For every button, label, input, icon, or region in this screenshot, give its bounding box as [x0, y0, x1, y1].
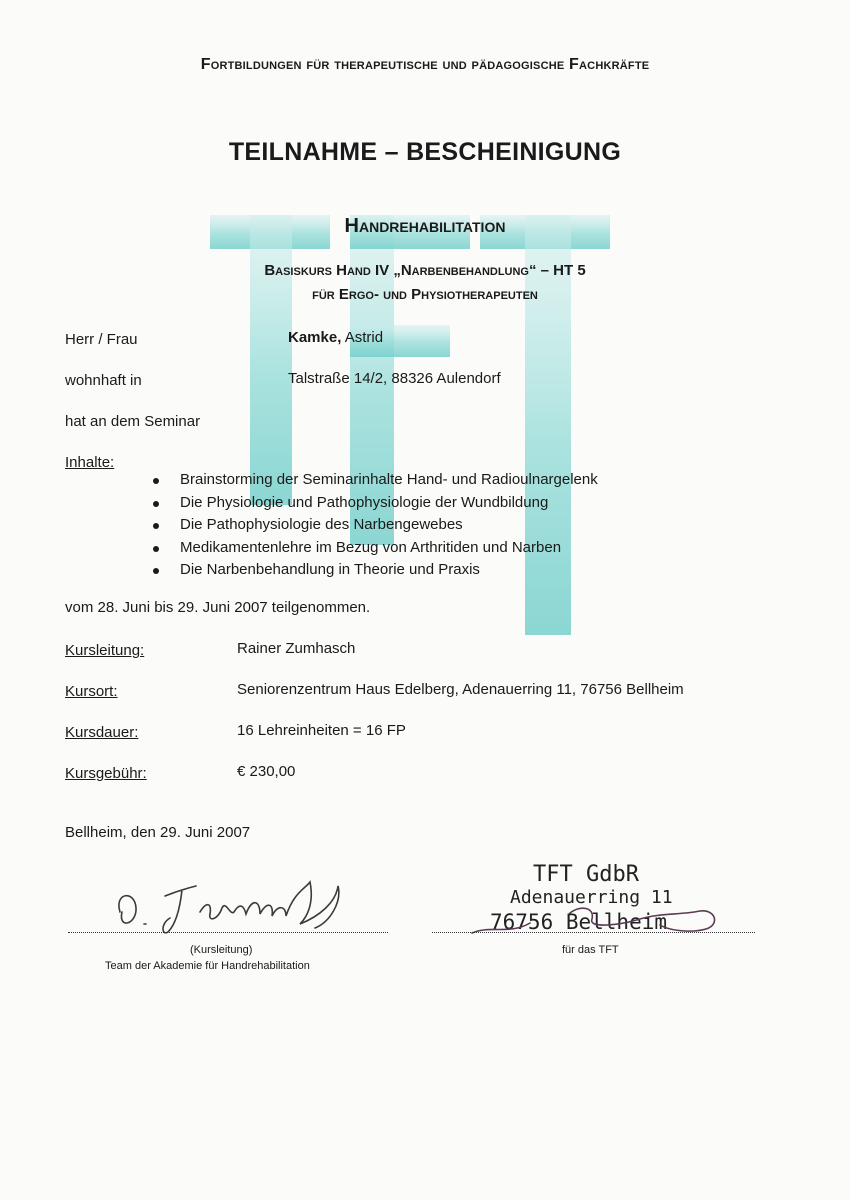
leader-role: (Kursleitung): [190, 944, 253, 956]
document-title: TEILNAHME – BESCHEINIGUNG: [228, 138, 622, 166]
leader-label: Kursleitung:: [65, 642, 145, 659]
participant-last-name: Kamke,: [288, 329, 342, 346]
list-item: Die Physiologie und Pathophysiologie der Wundbildung: [150, 493, 598, 516]
stamp-line-1: TFT GdbR: [533, 862, 639, 887]
participant-name: [288, 329, 383, 346]
list-item: Die Pathophysiologie des Narbengewebes: [150, 515, 598, 538]
course-name: Handrehabilitation: [344, 215, 506, 237]
leader-value: Rainer Zumhasch: [237, 640, 356, 657]
right-signature-line: [432, 932, 755, 933]
fee-value: € 230,00: [237, 763, 296, 780]
location-label: Kursort:: [65, 683, 118, 700]
residence-label: wohnhaft in: [65, 372, 142, 389]
attendance-dates: vom 28. Juni bis 29. Juni 2007 teilgenommen.: [65, 599, 371, 616]
stamp-signature-scribble: [470, 895, 730, 940]
course-audience: für Ergo- und Physiotherapeuten: [312, 286, 538, 303]
tft-caption: für das TFT: [562, 944, 619, 956]
salutation-label: Herr / Frau: [65, 331, 138, 348]
academy-team: Team der Akademie für Handrehabilitation: [105, 960, 310, 972]
contents-label: Inhalte:: [65, 454, 115, 471]
place-date: Bellheim, den 29. Juni 2007: [65, 824, 251, 841]
fee-label: Kursgebühr:: [65, 765, 147, 782]
stamp-line-2: Adenauerring 11: [510, 887, 673, 908]
left-signature-line: [68, 932, 388, 933]
list-item: Die Narbenbehandlung in Theorie und Praxis: [150, 560, 598, 583]
list-item: Brainstorming der Seminarinhalte Hand- und Radioulnargelenk: [150, 470, 598, 493]
duration-label: Kursdauer:: [65, 724, 139, 741]
seminar-label: hat an dem Seminar: [65, 413, 201, 430]
course-subtitle: Basiskurs Hand IV „Narbenbehandlung“ – HT 5: [264, 262, 586, 279]
stamp-line-3: 76756 Bellheim: [490, 910, 668, 934]
location-value: Seniorenzentrum Haus Edelberg, Adenauerring 11, 76756 Bellheim: [237, 681, 684, 698]
organization-line: Fortbildungen für therapeutische und pädagogische Fachkräfte: [200, 56, 650, 73]
participant-first-name: Astrid: [344, 329, 384, 346]
contents-list: [150, 470, 598, 583]
duration-value: 16 Lehreinheiten = 16 FP: [237, 722, 406, 739]
list-item: Medikamentenlehre im Bezug von Arthritiden und Narben: [150, 538, 598, 561]
participant-address: Talstraße 14/2, 88326 Aulendorf: [288, 370, 501, 387]
